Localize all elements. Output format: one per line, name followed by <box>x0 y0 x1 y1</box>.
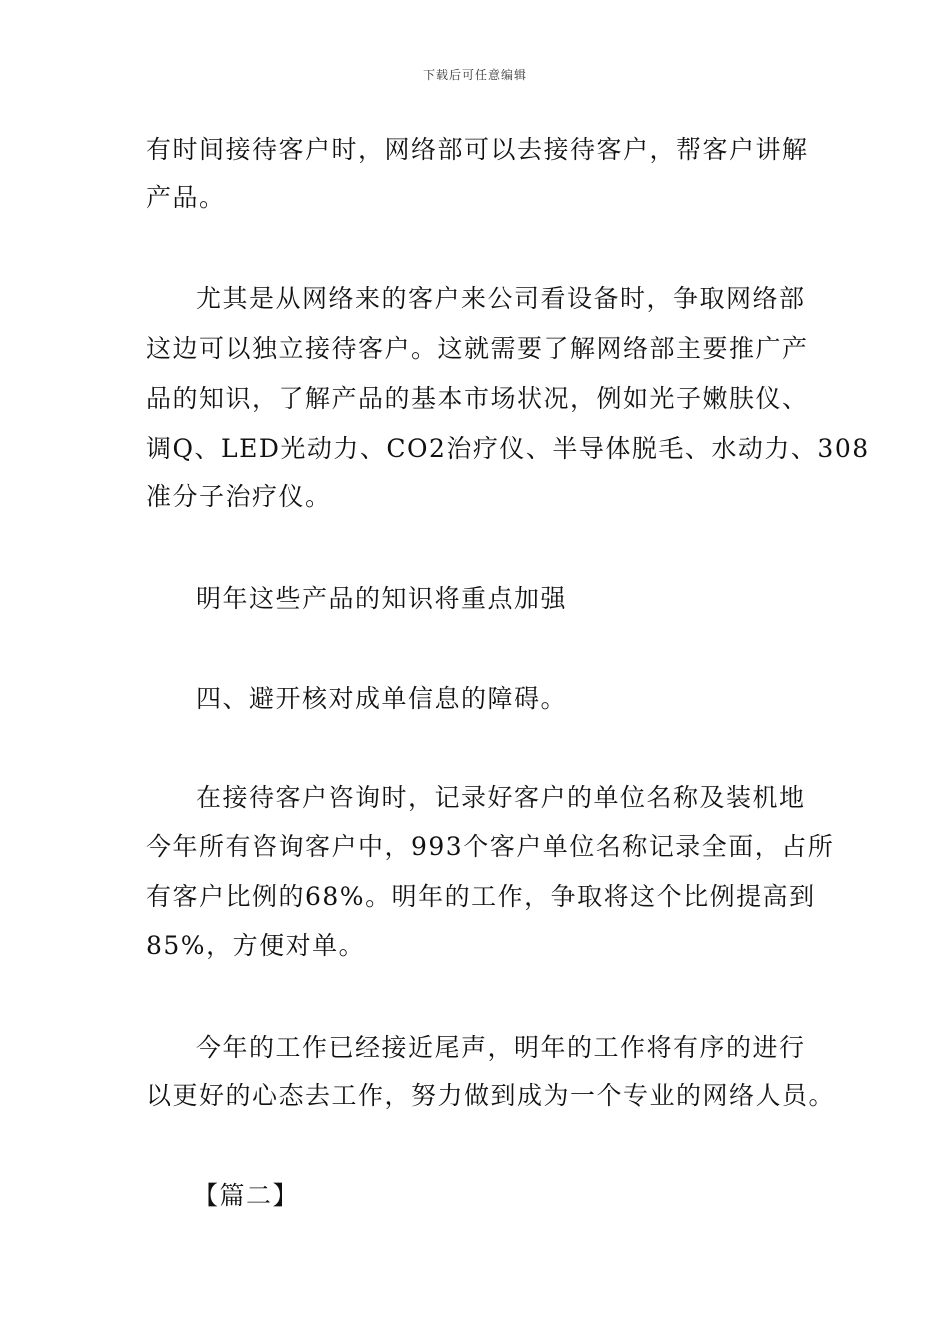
text-line: 准分子治疗仪。 <box>146 482 332 511</box>
text-line: 以更好的心态去工作，努力做到成为一个专业的网络人员。 <box>146 1081 836 1110</box>
page-header: 下载后可任意编辑 <box>422 68 527 82</box>
text-line: 明年这些产品的知识将重点加强 <box>196 584 568 613</box>
text-line: 有客户比例的68%。明年的工作，争取将这个比例提高到 <box>146 882 816 911</box>
text-line: 在接待客户咨询时，记录好客户的单位名称及装机地 <box>196 783 806 812</box>
text-line: 产品。 <box>146 183 226 212</box>
text-line: 85%，方便对单。 <box>146 931 366 960</box>
text-line: 调Q、LED光动力、CO2治疗仪、半导体脱毛、水动力、308 <box>146 434 870 463</box>
text-line: 今年的工作已经接近尾声，明年的工作将有序的进行 <box>196 1033 806 1062</box>
text-line: 今年所有咨询客户中，993个客户单位名称记录全面，占所 <box>146 832 835 861</box>
section-heading: 四、避开核对成单信息的障碍。 <box>196 684 568 713</box>
text-line: 尤其是从网络来的客户来公司看设备时，争取网络部 <box>196 284 806 313</box>
text-line: 这边可以独立接待客户。这就需要了解网络部主要推广产 <box>146 334 809 363</box>
text-line: 有时间接待客户时，网络部可以去接待客户，帮客户讲解 <box>146 135 809 164</box>
text-line: 品的知识，了解产品的基本市场状况，例如光子嫩肤仪、 <box>146 384 809 413</box>
section-title: 【篇二】 <box>193 1181 300 1210</box>
